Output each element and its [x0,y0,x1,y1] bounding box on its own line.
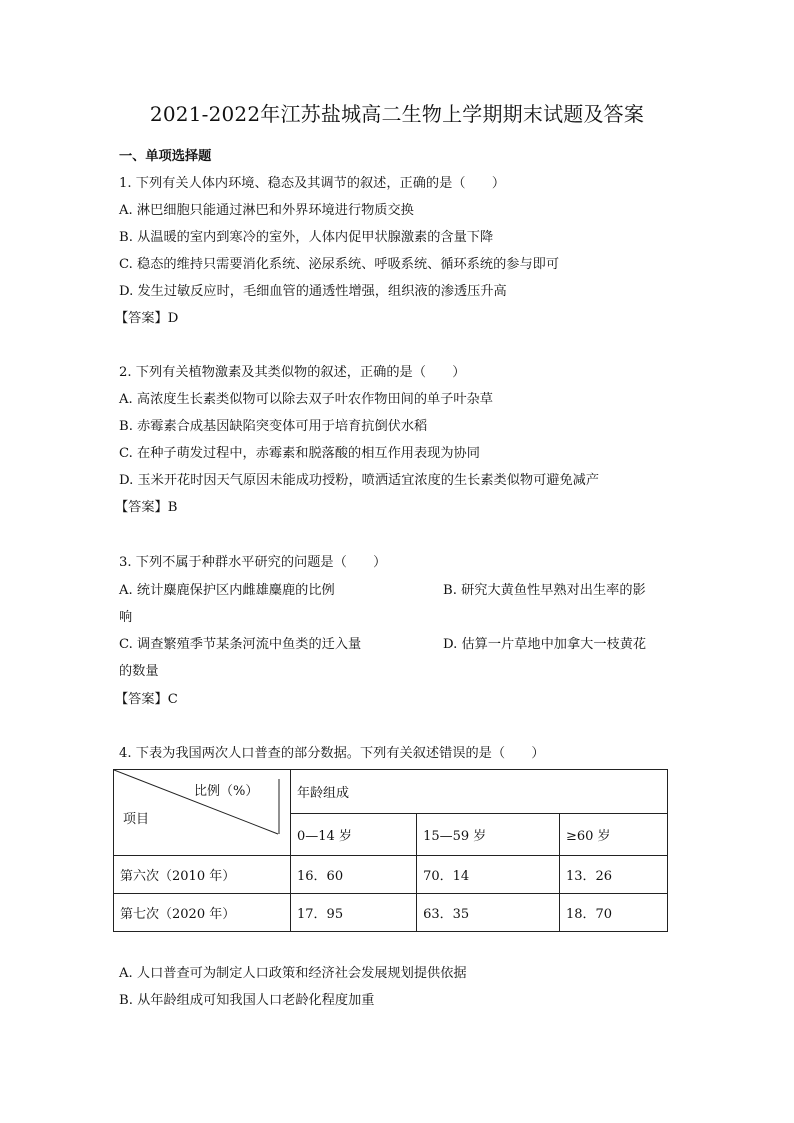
census-table [113,769,668,932]
question-2-option-c: C. 在种子萌发过程中，赤霉素和脱落酸的相互作用表现为协同 [119,446,480,461]
header-item-label: 项目 [123,812,150,827]
header-age-group: 年龄组成 [291,770,668,814]
table-cell: 70．14 [417,856,560,894]
table-row [114,856,668,894]
question-1-option-a: A. 淋巴细胞只能通过淋巴和外界环境进行物质交换 [119,203,414,218]
table-cell: 17．95 [291,894,417,932]
section-heading: 一、单项选择题 [119,149,212,164]
document-title: 2021-2022年江苏盐城高二生物上学期期末试题及答案 [149,102,645,126]
question-1-stem: 1. 下列有关人体内环境、稳态及其调节的叙述，正确的是（ ） [119,176,506,191]
question-3-option-c: C. 调查繁殖季节某条河流中鱼类的迁入量 [119,637,362,652]
table-cell: 18．70 [559,894,667,932]
question-3-option-b-continued: 响 [119,610,133,625]
question-3-option-d: D. 估算一片草地中加拿大一枝黄花 [443,637,647,652]
question-2-option-b: B. 赤霉素合成基因缺陷突变体可用于培育抗倒伏水稻 [119,419,428,434]
question-3-option-a: A. 统计麋鹿保护区内雌雄麋鹿的比例 [119,583,335,598]
table-row [114,894,668,932]
question-4-option-b: B. 从年龄组成可知我国人口老龄化程度加重 [119,993,375,1008]
question-2-answer: 【答案】B [115,500,178,515]
header-ratio-label: 比例（%） [194,784,259,799]
table-cell: 63．35 [417,894,560,932]
column-header: 0—14 岁 [291,814,417,856]
row-label: 第六次（2010 年） [114,856,291,894]
question-4-stem: 4. 下表为我国两次人口普查的部分数据。下列有关叙述错误的是（ ） [119,746,545,761]
question-2-stem: 2. 下列有关植物激素及其类似物的叙述，正确的是（ ） [119,365,466,380]
table-cell: 16．60 [291,856,417,894]
question-4-option-a: A. 人口普查可为制定人口政策和经济社会发展规划提供依据 [119,966,467,981]
question-1-option-d: D. 发生过敏反应时，毛细血管的通透性增强，组织液的渗透压升高 [119,284,507,299]
question-2-option-a: A. 高浓度生长素类似物可以除去双子叶农作物田间的单子叶杂草 [119,392,493,407]
question-3-stem: 3. 下列不属于种群水平研究的问题是（ ） [119,555,387,570]
table-header-row [114,770,668,814]
question-3-option-b: B. 研究大黄鱼性早熟对出生率的影 [443,583,646,598]
question-1-option-b: B. 从温暖的室内到寒冷的室外，人体内促甲状腺激素的含量下降 [119,230,494,245]
question-3-answer: 【答案】C [115,692,178,707]
question-3-option-d-continued: 的数量 [119,664,159,679]
table-cell: 13．26 [559,856,667,894]
question-2-option-d: D. 玉米开花时因天气原因未能成功授粉，喷洒适宜浓度的生长素类似物可避免减产 [119,473,600,488]
table-corner-header [114,770,291,856]
column-header: 15—59 岁 [417,814,560,856]
column-header: ≥60 岁 [559,814,667,856]
question-1-answer: 【答案】D [115,311,179,326]
row-label: 第七次（2020 年） [114,894,291,932]
question-1-option-c: C. 稳态的维持只需要消化系统、泌尿系统、呼吸系统、循环系统的参与即可 [119,257,560,272]
